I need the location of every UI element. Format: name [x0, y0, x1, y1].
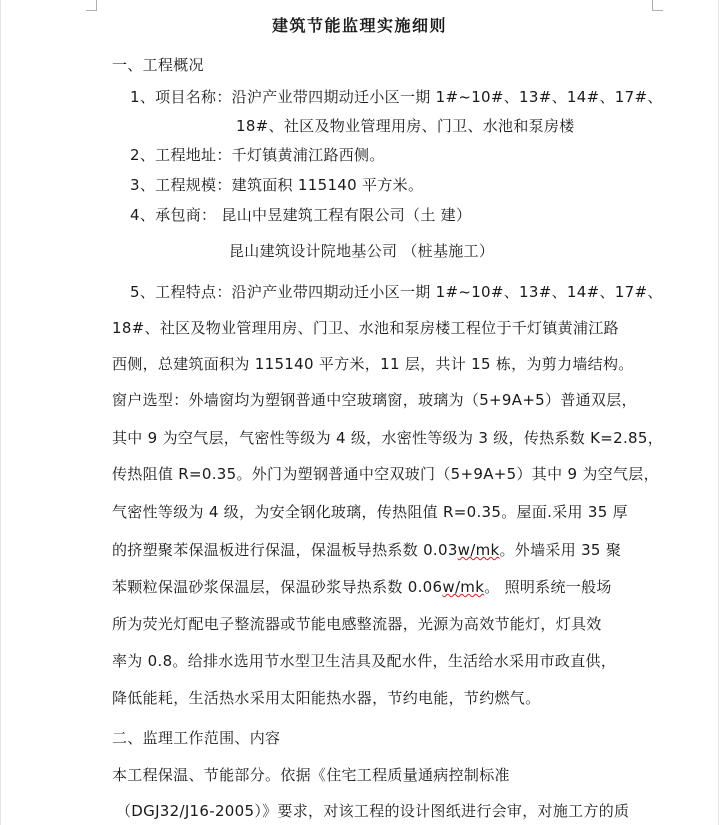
- section-heading: 一、工程概况: [112, 56, 204, 74]
- paragraph-line: 18#、社区及物业管理用房、门卫、水池和泵房楼工程位于千灯镇黄浦江路: [112, 319, 619, 337]
- paragraph-line: 本工程保温、节能部分。依据《住宅工程质量通病控制标准: [112, 766, 510, 784]
- section-heading: 二、监理工作范围、内容: [112, 729, 281, 747]
- document-title: 建筑节能监理实施细则: [271, 16, 447, 35]
- project-name-line: 18#、社区及物业管理用房、门卫、水池和泵房楼: [236, 117, 575, 135]
- text-run: 苯颗粒保温砂浆保温层，保温砂浆导热系数 0.06: [112, 578, 443, 596]
- paragraph-line: （DGJ32/J16-2005）》要求，对该工程的设计图纸进行会审，对施工方的质: [116, 802, 630, 820]
- contractor-line: 昆山建筑设计院地基公司 （桩基施工）: [229, 242, 495, 260]
- text-run: 的挤塑聚苯保温板进行保温，保温板导热系数 0.03: [112, 541, 458, 559]
- paragraph-line: 率为 0.8。给排水选用节水型卫生洁具及配水件，生活给水采用市政直供，: [112, 652, 617, 670]
- project-address-line: 2、工程地址：千灯镇黄浦江路西侧。: [130, 146, 385, 164]
- paragraph-line: 窗户选型：外墙窗均为塑钢普通中空玻璃窗，玻璃为（5+9A+5）普通双层，: [112, 391, 637, 409]
- spellcheck-underlined-unit: w/mk: [442, 578, 485, 596]
- project-name-line: 1、项目名称：沿沪产业带四期动迁小区一期 1#~10#、13#、14#、17#、: [130, 88, 663, 106]
- paragraph-line: 气密性等级为 4 级，为安全钢化玻璃，传热阻值 R=0.35。屋面.采用 35 厚: [112, 503, 628, 521]
- paragraph-line: 降低能耗，生活热水采用太阳能热水器，节约电能，节约燃气。: [112, 689, 541, 707]
- project-scale-line: 3、工程规模：建筑面积 115140 平方米。: [130, 176, 424, 194]
- paragraph-line: [112, 540, 621, 560]
- paragraph-line: 5、工程特点：沿沪产业带四期动迁小区一期 1#~10#、13#、14#、17#、: [130, 283, 663, 301]
- margin-corner-mark: [86, 0, 97, 11]
- paragraph-line: [112, 577, 612, 597]
- text-run: 。 照明系统一般场: [484, 578, 612, 596]
- contractor-line: 4、承包商： 昆山中昱建筑工程有限公司（土 建）: [130, 206, 472, 224]
- text-run: 。外墙采用 35 聚: [499, 541, 622, 559]
- spellcheck-underlined-unit: w/mk: [457, 541, 500, 559]
- margin-corner-mark: [652, 0, 663, 11]
- paragraph-line: 其中 9 为空气层，气密性等级为 4 级，水密性等级为 3 级，传热系数 K=2.85，: [112, 429, 664, 447]
- paragraph-line: 传热阻值 R=0.35。外门为塑钢普通中空双玻门（5+9A+5）其中 9 为空气层，: [112, 465, 659, 483]
- paragraph-line: 西侧，总建筑面积为 115140 平方米，11 层，共计 15 栋，为剪力墙结构。: [112, 355, 634, 373]
- paragraph-line: 所为荧光灯配电子整流器或节能电感整流器，光源为高效节能灯，灯具效: [112, 615, 602, 633]
